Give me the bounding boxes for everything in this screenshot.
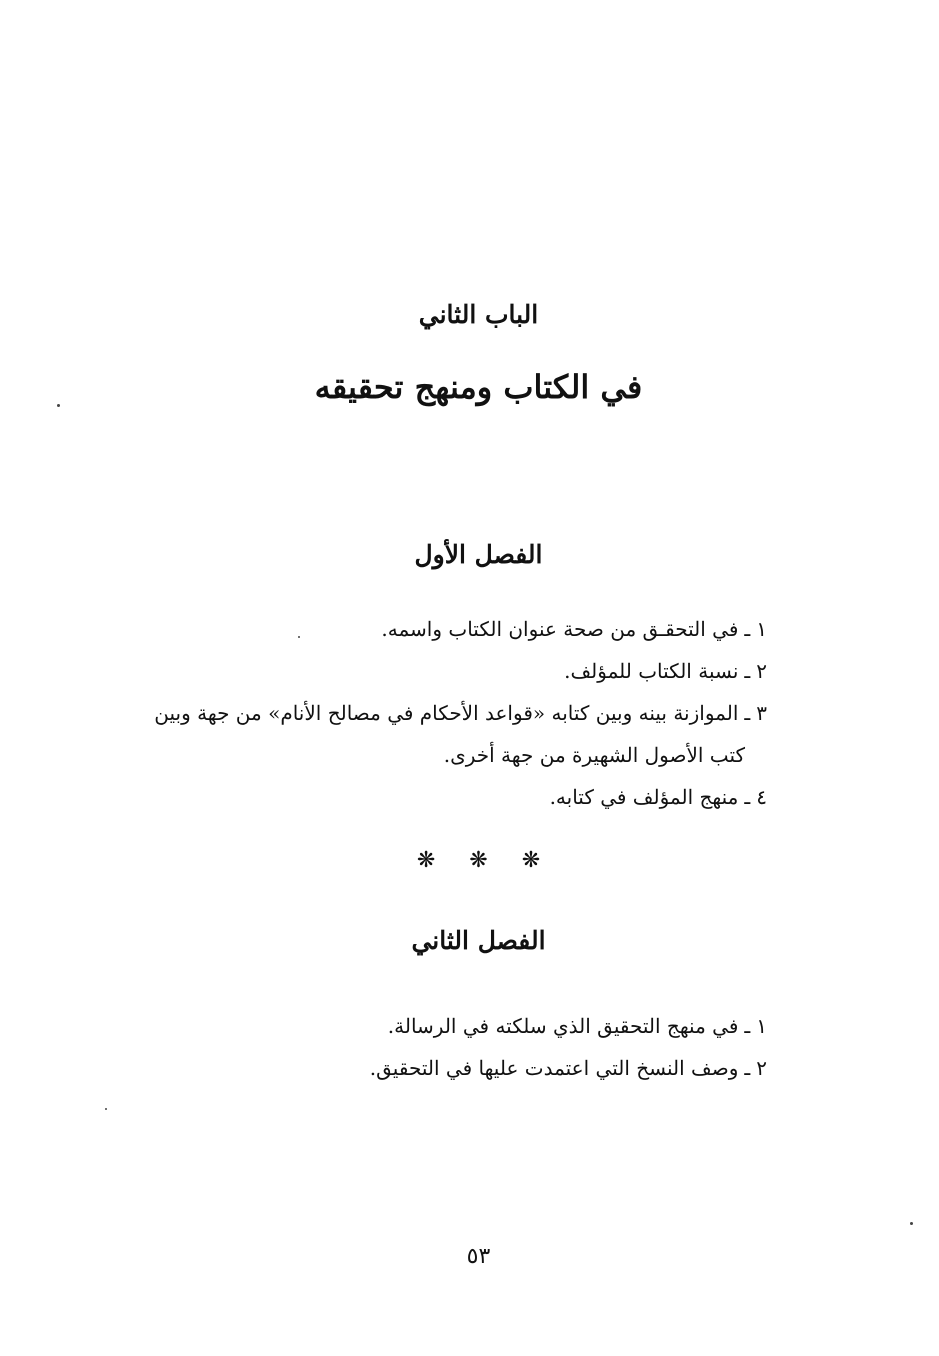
- list-item: [370, 1005, 767, 1047]
- scan-speck: [910, 1222, 913, 1225]
- item-dash: ـ: [744, 617, 751, 641]
- list-item: [370, 1047, 767, 1089]
- asterism-mark: ❋: [469, 848, 488, 873]
- page-number: ٥٣: [466, 1244, 491, 1269]
- scan-speck: [298, 636, 300, 638]
- list-item: [154, 608, 767, 650]
- item-number: ٢: [756, 659, 767, 683]
- list-item: [154, 650, 767, 692]
- item-number: ١: [756, 1014, 767, 1038]
- chapter-2-item-list: [370, 1005, 767, 1089]
- item-text: منهج المؤلف في كتابه.: [549, 785, 739, 809]
- item-number: ٤: [756, 785, 767, 809]
- section-separator: [0, 848, 939, 873]
- item-number: ٢: [756, 1056, 767, 1080]
- item-text: في التحقـق من صحة عنوان الكتاب واسمه.: [381, 617, 739, 641]
- chapter-2-title: الفصل الثاني: [411, 926, 546, 955]
- chapter-1-item-list: [154, 608, 767, 818]
- asterism-mark: ❋: [416, 848, 436, 873]
- item-dash: ـ: [744, 1014, 751, 1038]
- part-subtitle: في الكتاب ومنهج تحقيقه: [314, 368, 643, 406]
- asterism-mark: ❋: [521, 848, 541, 873]
- scan-speck: [105, 1108, 107, 1110]
- item-dash: ـ: [744, 1056, 751, 1080]
- item-dash: ـ: [744, 701, 751, 725]
- item-text: وصف النسخ التي اعتمدت عليها في التحقيق.: [369, 1056, 739, 1080]
- item-text: الموازنة بينه وبين كتابه «قواعد الأحكام في مصالح الأنام» من جهة وبين: [154, 701, 739, 725]
- item-number: ١: [756, 617, 767, 641]
- item-text: نسبة الكتاب للمؤلف.: [564, 659, 739, 683]
- item-dash: ـ: [744, 659, 751, 683]
- item-dash: ـ: [744, 785, 751, 809]
- item-text-continuation: كتب الأصول الشهيرة من جهة أخرى.: [443, 743, 745, 767]
- scan-speck: [57, 404, 60, 407]
- item-number: ٣: [756, 701, 767, 725]
- part-title: الباب الثاني: [418, 300, 539, 329]
- chapter-1-title: الفصل الأول: [414, 540, 543, 569]
- list-item: [154, 776, 767, 818]
- item-text: في منهج التحقيق الذي سلكته في الرسالة.: [387, 1014, 739, 1038]
- list-item: [154, 692, 767, 776]
